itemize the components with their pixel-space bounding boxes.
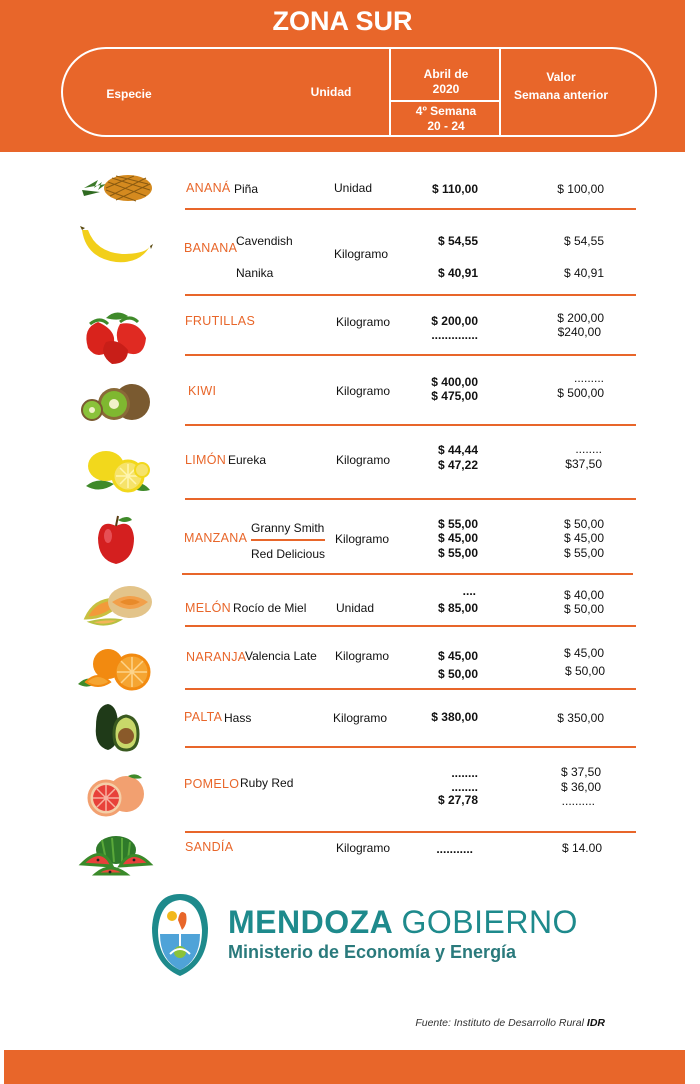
column-header-pill — [61, 47, 657, 137]
row-divider — [185, 831, 636, 833]
current-price: $ 44,44 — [437, 443, 478, 457]
row-divider — [185, 625, 636, 627]
previous-price: $ 14.00 — [561, 841, 602, 855]
current-price: $ 55,00 — [437, 546, 478, 560]
current-price: $ 400,00 — [431, 375, 478, 389]
apple-icon — [76, 514, 156, 566]
current-price: $ 50,00 — [437, 667, 478, 681]
current-price: $ 200,00 — [431, 314, 478, 328]
previous-price: $ 40,00 — [563, 588, 604, 602]
variety: Valencia Late — [245, 649, 317, 663]
fruit-name: KIWI — [188, 384, 217, 398]
current-price: $ 27,78 — [437, 793, 478, 807]
current-price: $ 45,00 — [437, 649, 478, 663]
previous-price: $37,50 — [565, 457, 602, 471]
previous-price: $ 55,00 — [563, 546, 604, 560]
previous-price: $ 54,55 — [563, 234, 604, 248]
fruit-name: BANANA — [184, 241, 238, 255]
previous-price: $ 100,00 — [557, 182, 604, 196]
column-divider — [389, 49, 391, 137]
current-price: $ 40,91 — [437, 266, 478, 280]
banana-icon — [76, 224, 156, 268]
previous-price: $ 500,00 — [557, 386, 604, 400]
strawberry-icon — [76, 308, 156, 366]
unit: Kilogramo — [333, 711, 388, 725]
variety: Red Delicious — [251, 547, 326, 561]
variety: Hass — [224, 711, 252, 725]
header-band — [0, 0, 685, 152]
previous-price: $ 50,00 — [564, 664, 605, 678]
unit: Unidad — [336, 601, 375, 615]
row-divider — [185, 688, 636, 690]
previous-price: $ 36,00 — [560, 780, 601, 794]
unit: Unidad — [334, 181, 373, 195]
current-price: $ 45,00 — [437, 531, 478, 545]
variety: Ruby Red — [240, 776, 294, 790]
current-price: $ 55,00 — [437, 517, 478, 531]
current-price: $ 47,22 — [437, 458, 478, 472]
variety: Cavendish — [236, 234, 293, 248]
mendoza-seal-icon — [148, 890, 212, 980]
current-price: .............. — [431, 328, 478, 342]
previous-price: $240,00 — [557, 325, 601, 339]
unit: Kilogramo — [336, 384, 391, 398]
pineapple-icon — [76, 168, 156, 208]
column-date-label: Abril de 2020 — [423, 67, 469, 96]
current-price: $ 475,00 — [431, 389, 478, 403]
current-price: $ 380,00 — [431, 710, 478, 724]
unit: Kilogramo — [334, 247, 389, 261]
lemon-icon — [76, 446, 156, 494]
column-divider — [499, 49, 501, 137]
current-price: $ 54,55 — [437, 234, 478, 248]
row-divider — [185, 354, 636, 356]
row-divider — [182, 573, 633, 575]
fruit-name: LIMÓN — [185, 453, 227, 467]
footer-band — [4, 1050, 685, 1084]
avocado-icon — [76, 702, 156, 752]
previous-price: $ 200,00 — [557, 311, 604, 325]
variety: Piña — [234, 182, 259, 196]
fruit-name: FRUTILLAS — [185, 314, 256, 328]
ministry-name: Ministerio de Economía y Energía — [228, 942, 517, 962]
current-price: ........ — [451, 780, 478, 794]
previous-price: $ 45,00 — [563, 531, 604, 545]
variety: Nanika — [236, 266, 274, 280]
fruit-name: MELÓN — [185, 601, 231, 615]
row-divider — [185, 424, 636, 426]
column-prev-label: Valor Semana anterior — [513, 70, 609, 102]
melon-icon — [76, 582, 156, 628]
column-species-label: Especie — [106, 87, 152, 101]
fruit-name: ANANÁ — [186, 181, 231, 195]
kiwi-icon — [76, 382, 156, 422]
previous-price: $ 40,91 — [563, 266, 604, 280]
current-price: .... — [462, 584, 476, 598]
orange-icon — [76, 646, 156, 692]
variety-divider — [251, 539, 325, 541]
column-unit-label: Unidad — [310, 85, 352, 99]
government-logo — [148, 890, 578, 980]
unit: Kilogramo — [336, 315, 391, 329]
current-price: ........ — [451, 766, 478, 780]
brand-name: MENDOZA GOBIERNO — [228, 904, 578, 940]
previous-price: ......... — [573, 371, 604, 385]
row-divider — [185, 746, 636, 748]
fruit-name: NARANJA — [186, 650, 247, 664]
current-price: ........... — [436, 842, 473, 856]
fruit-name: MANZANA — [184, 531, 248, 545]
column-week-label: 4º Semana 20 - 24 — [415, 104, 477, 133]
row-divider — [185, 498, 636, 500]
current-price: $ 85,00 — [437, 601, 478, 615]
previous-price: $ 50,00 — [563, 602, 604, 616]
previous-price: $ 37,50 — [560, 765, 601, 779]
unit: Kilogramo — [335, 532, 390, 546]
variety: Eureka — [228, 453, 267, 467]
previous-price: .......... — [561, 794, 595, 808]
source-note: Fuente: Instituto de Desarrollo Rural IDR — [415, 1017, 605, 1029]
fruit-name: PALTA — [184, 710, 223, 724]
unit: Kilogramo — [336, 841, 391, 855]
previous-price: $ 50,00 — [563, 517, 604, 531]
previous-price: ........ — [575, 442, 602, 456]
row-divider — [185, 294, 636, 296]
unit: Kilogramo — [335, 649, 390, 663]
previous-price: $ 45,00 — [563, 646, 604, 660]
unit: Kilogramo — [336, 453, 391, 467]
current-price: $ 110,00 — [431, 182, 478, 196]
variety: Granny Smith — [251, 521, 325, 535]
page-title: ZONA SUR — [272, 6, 413, 36]
fruit-name: SANDÍA — [185, 840, 234, 854]
fruit-name: POMELO — [184, 777, 240, 791]
variety: Rocío de Miel — [233, 601, 307, 615]
column-subdivider — [391, 100, 501, 102]
previous-price: $ 350,00 — [557, 711, 604, 725]
grapefruit-icon — [76, 772, 156, 818]
row-divider — [185, 208, 636, 210]
watermelon-icon — [76, 834, 156, 878]
